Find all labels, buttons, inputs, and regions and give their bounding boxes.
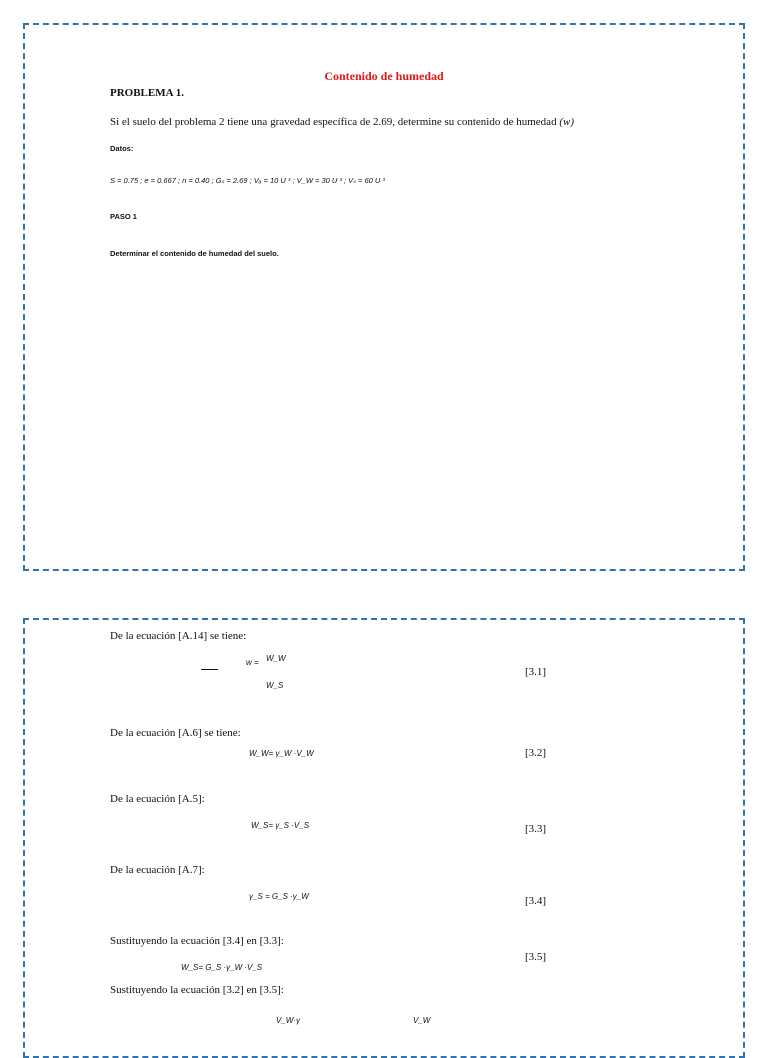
equation-intro: Sustituyendo la ecuación [3.2] en [3.5]: [110, 984, 284, 996]
equation: γ_S = G_S ·γ_W [249, 892, 309, 901]
statement-text: Si el suelo del problema 2 tiene una gravedad específica de 2.69, determine su contenido de humedad [110, 116, 557, 128]
problem-statement [110, 116, 574, 128]
statement-variable: (w) [559, 116, 574, 128]
equation-number: [3.5] [525, 951, 547, 963]
equation-number: [3.4] [525, 895, 547, 907]
equation-denominator: W_S [266, 681, 284, 690]
fraction-bar [201, 669, 218, 670]
equation-intro: De la ecuación [A.14] se tiene: [110, 630, 247, 642]
equation-number: [3.2] [525, 747, 547, 759]
datos-label: Datos: [110, 144, 134, 153]
page-title: Contenido de humedad [324, 69, 444, 83]
equation: W_W= γ_W ·V_W [249, 749, 314, 758]
problem-heading: PROBLEMA 1. [110, 87, 184, 99]
equation-partial: V_W [413, 1016, 431, 1025]
datos-values: S = 0.75 ; e = 0.667 ; n = 0.40 ; Gₛ = 2.69 ; Vₐ = 10 U ³ ; V_W = 30 U ³ ; Vₛ = 60 U ³ [110, 176, 385, 185]
equation-number: [3.1] [525, 666, 547, 678]
paso-label: PASO 1 [110, 212, 137, 221]
equation-number: [3.3] [525, 823, 547, 835]
paso-text: Determinar el contenido de humedad del suelo. [110, 249, 279, 258]
equation-lhs: w = [246, 658, 259, 667]
equation-numerator: W_W [266, 654, 286, 663]
document-page-1 [23, 23, 745, 571]
equation: W_S= G_S ·γ_W ·V_S [181, 963, 263, 972]
equation: W_S= γ_S ·V_S [251, 821, 310, 830]
equation-intro: De la ecuación [A.6] se tiene: [110, 727, 241, 739]
equation-intro: Sustituyendo la ecuación [3.4] en [3.3]: [110, 935, 284, 947]
document-page-2 [23, 618, 745, 1058]
equation-partial: V_W·γ [276, 1016, 300, 1025]
equation-intro: De la ecuación [A.5]: [110, 793, 205, 805]
equation-intro: De la ecuación [A.7]: [110, 864, 205, 876]
